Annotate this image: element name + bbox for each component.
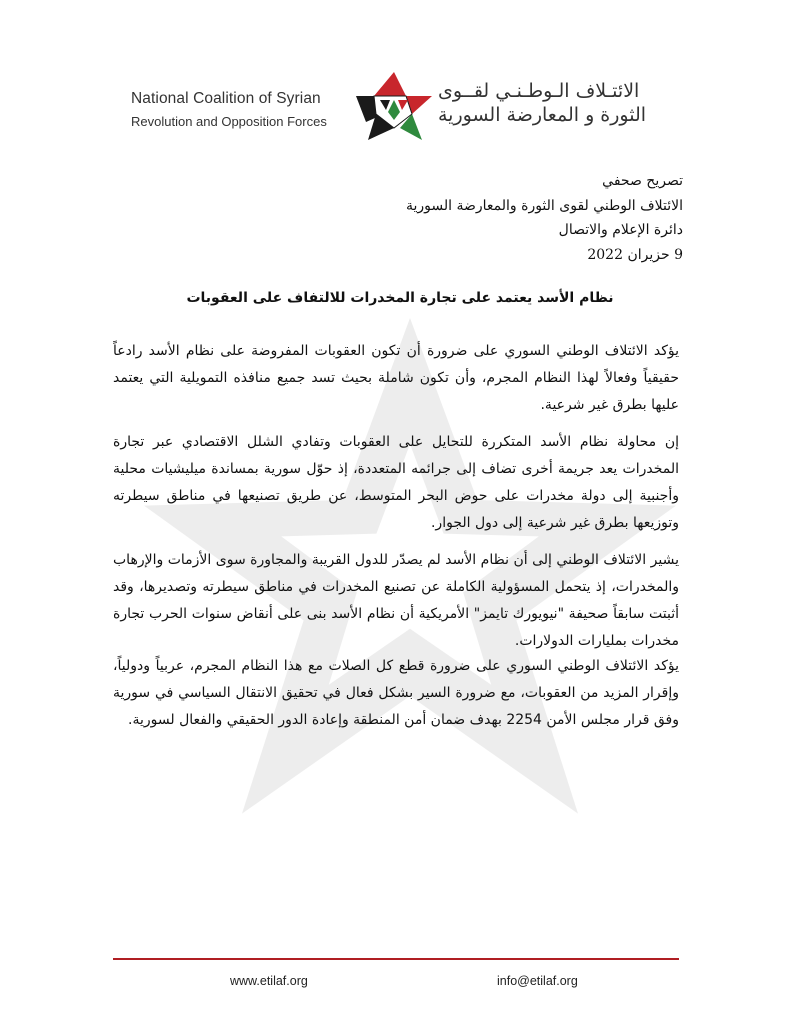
body-paragraph: يشير الائتلاف الوطني إلى أن نظام الأسد لم يصدّر للدول القريبة والمجاورة سوى الأزمات والإرهاب والمخدرات، إذ يتحمل المسؤولية الكاملة عن تصنيع المخدرات في مناطق سيطرته وتصديرها، وقد أثبتت سابقاً صحيفة "نيويورك تايمز" الأمريكية أن نظام الأسد بنى على أنقاض سنوات الحرب تجارة مخدرات بمليارات الدولارات. <box>113 552 679 649</box>
release-date: 9 حزيران 2022 <box>587 246 683 263</box>
org-name-arabic-line1: الائتـلاف الـوطـنـي لقــوى <box>438 80 640 102</box>
release-info <box>283 169 683 267</box>
body-paragraph: إن محاولة نظام الأسد المتكررة للتحايل على العقوبات وتفادي الشلل الاقتصادي عبر تجارة المخدرات يعد جريمة أخرى تضاف إلى جرائمه المتعددة، إذ حوّل سورية بمساندة ميليشيات محلية وأجنبية إلى دولة مخدرات على حوض البحر المتوسط، عن طريق تصنيعها في مناطق سيطرته وتوزيعها بطرق غير شرعية إلى دول الجوار. <box>113 434 679 531</box>
footer-website-link[interactable]: www.etilaf.org <box>230 974 308 988</box>
org-name-english-line2: Revolution and Opposition Forces <box>131 114 327 129</box>
document-type: تصريح صحفي <box>602 173 683 189</box>
body-paragraph: يؤكد الائتلاف الوطني السوري على ضرورة قطع كل الصلات مع هذا النظام المجرم، عربياً ودولياً، وإقرار المزيد من العقوبات، مع ضرورة السير بشكل فعال في تحقيق الانتقال السياسي في سورية وفق قرار مجلس الأمن 2254 بهدف ضمان أمن المنطقة وإعادة الدور الحقيقي والفعال لسورية. <box>113 658 679 728</box>
headline: نظام الأسد يعتمد على تجارة المخدرات للالتفاف على العقوبات <box>186 290 614 306</box>
org-name-english-line1: National Coalition of Syrian <box>131 90 321 107</box>
org-name-arabic-line2: الثورة و المعارضة السورية <box>438 104 647 126</box>
coalition-star-logo-icon <box>354 70 434 142</box>
org-name-english <box>131 90 351 129</box>
body-paragraph: يؤكد الائتلاف الوطني السوري على ضرورة أن تكون العقوبات المفروضة على نظام الأسد رادعاً حقيقياً وفعالاً لهذا النظام المجرم، وأن تكون شاملة بحيث تسد جميع منافذه التمويلية التي يعتمد عليها بطرق غير شرعية. <box>113 343 679 413</box>
footer-divider <box>113 958 679 960</box>
issuer-name: الائتلاف الوطني لقوى الثورة والمعارضة السورية <box>405 197 683 214</box>
footer-email-link[interactable]: info@etilaf.org <box>497 974 578 988</box>
department-name: دائرة الإعلام والاتصال <box>558 222 683 238</box>
org-name-arabic <box>438 80 668 126</box>
